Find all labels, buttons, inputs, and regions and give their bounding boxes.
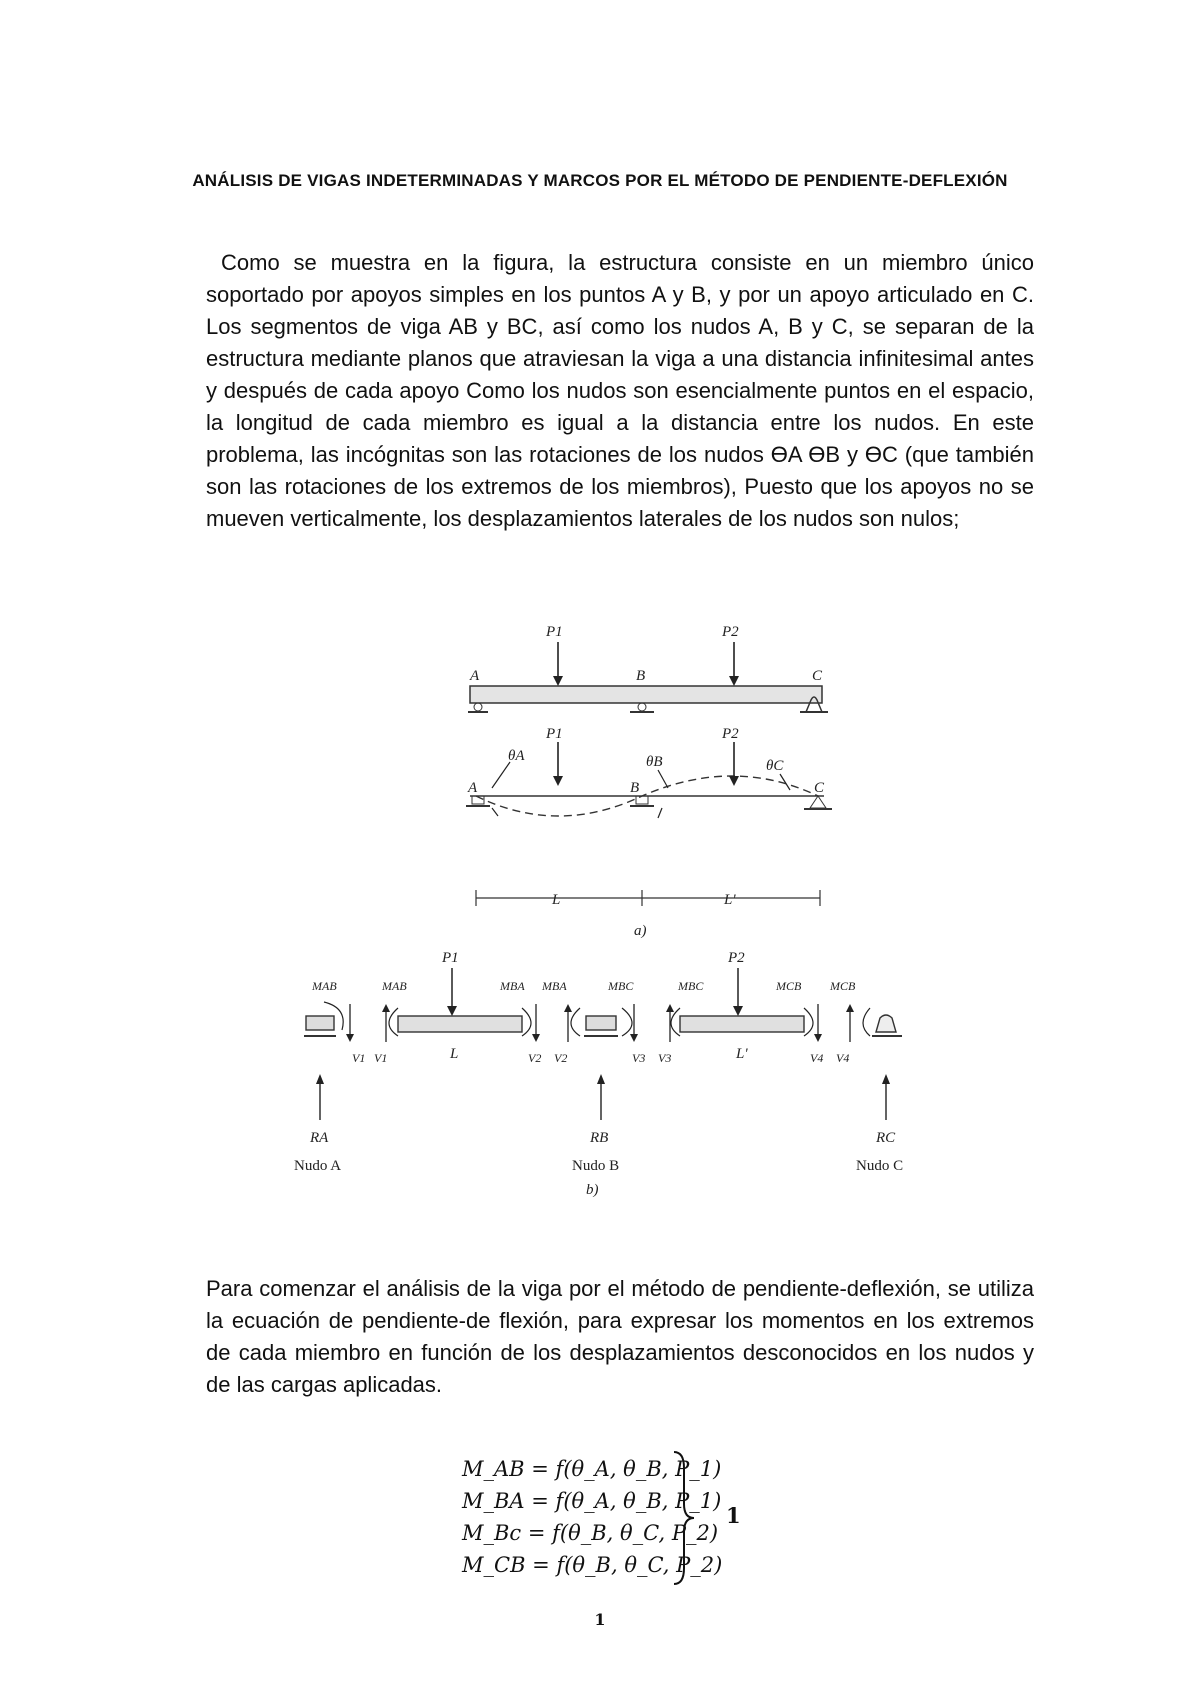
v2-label-member: V2 (528, 1051, 542, 1065)
document-title: ANÁLISIS DE VIGAS INDETERMINADAS Y MARCOS POR EL MÉTODO DE PENDIENTE-DEFLEXIÓN (192, 171, 1008, 190)
v4-label-member: V4 (810, 1051, 824, 1065)
reaction-rc-label: RC (876, 1130, 896, 1146)
caption-b: b) (586, 1182, 599, 1198)
theta-b-label: θB (646, 754, 663, 770)
node-a-label: A (470, 668, 480, 684)
equation-mbc: M_Bc = f(θ_B, θ_C, P_2) (462, 1521, 719, 1545)
node-c-label: C (812, 668, 823, 684)
length-l-label: L (552, 892, 561, 908)
page-number: 1 (594, 1610, 606, 1629)
mcb-label-joint-c: MCB (830, 979, 856, 993)
v1-label-member: V1 (374, 1051, 388, 1065)
v1-label-joint-a: V1 (352, 1051, 366, 1065)
v4-label-joint-c: V4 (836, 1051, 850, 1065)
reaction-rb-label: RB (590, 1130, 609, 1146)
v2-label-joint-b: V2 (554, 1051, 568, 1065)
mba-label-joint-b: MBA (542, 979, 567, 993)
theta-a-label: θA (508, 748, 525, 764)
nudo-a-label: Nudo A (294, 1158, 342, 1174)
fb-p1-label: P1 (442, 950, 459, 966)
mab-label-member: MAB (382, 979, 407, 993)
equation-mab: M_AB = f(θ_A, θ_B, P_1) (462, 1457, 722, 1481)
equation-mcb: M_CB = f(θ_B, θ_C, P_2) (462, 1553, 723, 1577)
load-p1-label: P1 (546, 624, 563, 640)
deflected-p2-label: P2 (722, 726, 739, 742)
reaction-ra-label: RA (310, 1130, 329, 1146)
load-p2-label: P2 (722, 624, 739, 640)
analysis-paragraph: Para comenzar el análisis de la viga por el método de pendiente-deflexión, se utiliza la ecuación de pendiente-de flexión, para expresar los momentos en los extremos de cada miembro en función de los desplazamientos desconocidos en los nudos y de las cargas aplicadas. (206, 1276, 1034, 1397)
theta-c-label: θC (766, 758, 784, 774)
equation-mba: M_BA = f(θ_A, θ_B, P_1) (462, 1489, 722, 1513)
intro-paragraph: Como se muestra en la figura, la estructura consiste en un miembro único soportado por apoyos simples en los puntos A y B, y por un apoyo articulado en C. Los segmentos de viga AB y BC, así como los nudos A, B y C, se separan de la estructura mediante planos que atraviesan la viga a una distancia infinitesimal antes y después de cada apoyo Como los nudos son esencialmente puntos en el espacio, la longitud de cada miembro es igual a la distancia entre los nudos. En este problema, las incógnitas son las rotaciones de los nudos ϴA ϴB y ϴC (que también son las rotaciones de los extremos de los miembros), Puesto que los apoyos no se mueven verticalmente, los desplazamientos laterales de los nudos son nulos; (206, 250, 1034, 531)
dimension-line (476, 890, 820, 906)
node-b-label: B (636, 668, 646, 684)
equation-number: 1 (726, 1503, 741, 1528)
equation-block (462, 1453, 762, 1581)
v3-label-member: V3 (658, 1051, 672, 1065)
mbc-label-joint-b: MBC (608, 979, 634, 993)
deflected-p1-label: P1 (546, 726, 563, 742)
equation-brace (670, 1448, 700, 1588)
mcb-label-member: MCB (776, 979, 802, 993)
fb-p2-label: P2 (728, 950, 745, 966)
mba-label-member: MBA (500, 979, 525, 993)
nudo-b-label: Nudo B (572, 1158, 620, 1174)
caption-a: a) (634, 923, 647, 939)
fb-length-l2-label: L' (736, 1046, 748, 1062)
nudo-c-label: Nudo C (856, 1158, 904, 1174)
fb-length-l-label: L (450, 1046, 459, 1062)
beam-diagram-a-top (468, 642, 828, 712)
mbc-label-member: MBC (678, 979, 704, 993)
deflected-node-b-label: B (630, 780, 640, 796)
deflected-node-a-label: A (468, 780, 478, 796)
beam-figure (290, 612, 1010, 1198)
v3-label-joint-b: V3 (632, 1051, 646, 1065)
length-l2-label: L' (724, 892, 736, 908)
mab-label-joint-a: MAB (312, 979, 337, 993)
deflected-node-c-label: C (814, 780, 825, 796)
